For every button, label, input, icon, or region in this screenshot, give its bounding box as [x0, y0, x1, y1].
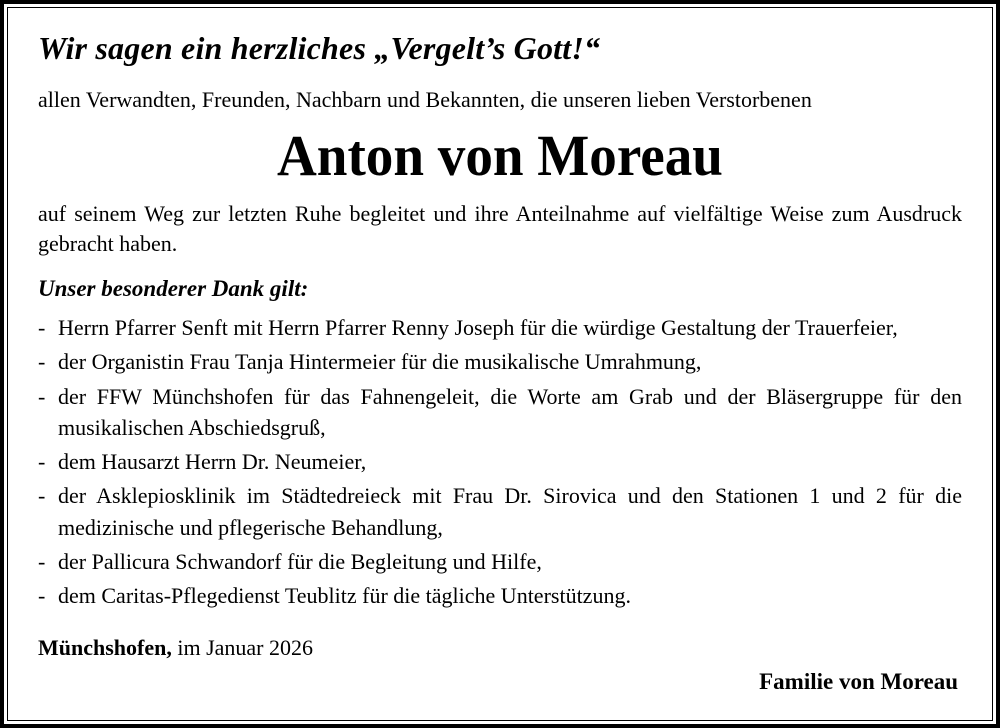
list-item-text: dem Caritas-Pflegedienst Teublitz für die tägliche Unterstützung.	[58, 583, 631, 609]
list-item	[38, 346, 962, 377]
place: Münchshofen,	[38, 635, 172, 661]
place-date-line	[38, 635, 962, 661]
signature: Familie von Moreau	[759, 669, 958, 695]
list-dash: -	[38, 583, 46, 609]
list-item	[38, 312, 962, 343]
notice-inner-frame	[7, 7, 993, 721]
list-item-text: der FFW Münchshofen für das Fahnengeleit, die Worte am Grab und der Bläsergruppe für den musikalischen Abschiedsgruß,	[58, 383, 962, 440]
list-dash: -	[38, 349, 46, 375]
body-paragraph: auf seinem Weg zur letzten Ruhe begleitet und ihre Anteilnahme auf vielfältige Weise zum Ausdruck gebracht haben.	[38, 200, 962, 257]
list-dash: -	[38, 548, 46, 574]
thanks-list	[38, 312, 962, 611]
list-item-text: dem Hausarzt Herrn Dr. Neumeier,	[58, 449, 367, 475]
list-item	[38, 546, 962, 577]
list-dash: -	[38, 383, 46, 409]
list-dash: -	[38, 449, 46, 475]
intro-line: allen Verwandten, Freunden, Nachbarn und Bekannten, die unseren lieben Verstorbenen	[38, 87, 812, 112]
date: im Januar 2026	[171, 635, 314, 661]
list-item-text: Herrn Pfarrer Senft mit Herrn Pfarrer Renny Joseph für die würdige Gestaltung der Trauerfeier,	[58, 315, 898, 341]
list-dash: -	[38, 483, 46, 509]
headline: Wir sagen ein herzliches „Vergelt’s Gott!“	[38, 30, 601, 66]
obituary-notice	[8, 8, 992, 695]
list-item	[38, 480, 962, 542]
list-item-text: der Pallicura Schwandorf für die Begleitung und Hilfe,	[58, 548, 542, 574]
deceased-name: Anton von Moreau	[277, 123, 723, 188]
list-item	[38, 446, 962, 477]
list-item-text: der Asklepiosklinik im Städtedreieck mit Frau Dr. Sirovica und den Stationen 1 und 2 für die medizinische und pflegerische Behandlung,	[58, 483, 962, 540]
list-item-text: der Organistin Frau Tanja Hintermeier für die musikalische Umrahmung,	[58, 349, 702, 375]
list-item	[38, 381, 962, 443]
list-dash: -	[38, 315, 46, 341]
thanks-heading: Unser besonderer Dank gilt:	[38, 276, 309, 302]
list-item	[38, 580, 962, 611]
